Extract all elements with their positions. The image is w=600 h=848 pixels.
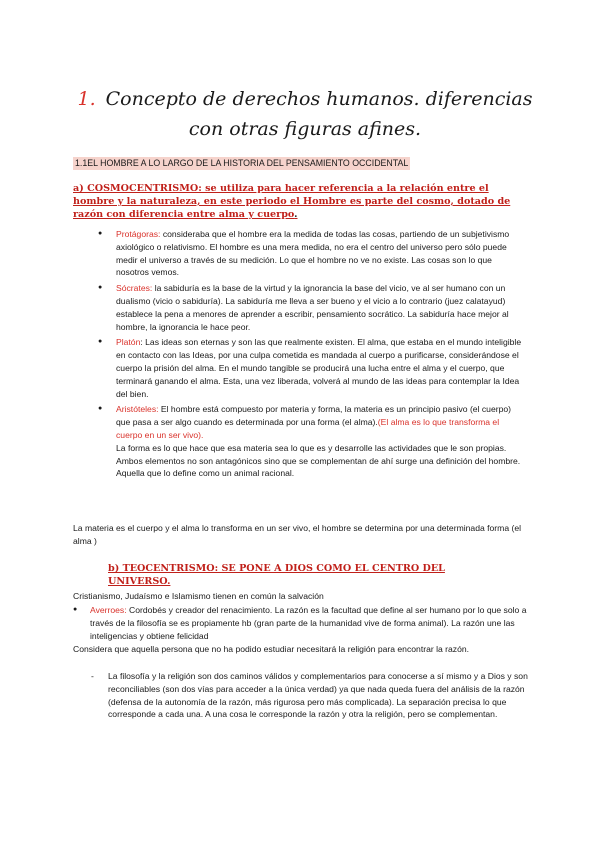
- averroes-list: [90, 604, 530, 642]
- page-title: [70, 84, 540, 144]
- philosopher-name: Platón: [116, 337, 141, 348]
- philosopher-name: Sócrates:: [116, 283, 153, 294]
- list-item: [116, 228, 526, 279]
- philosopher-name: Averroes:: [90, 605, 127, 615]
- section-a-heading-text: a) COSMOCENTRISMO: se utiliza para hacer referencia a la relación entre el hombre y la naturaleza, en este periodo el Hombre es parte del cosmo, dotado de razón con diferencia entre alma y cuerpo: [73, 183, 511, 220]
- philosopher-name: Aristóteles:: [116, 404, 159, 415]
- list-item: [116, 336, 526, 400]
- list-item: [90, 604, 530, 642]
- list-item: [116, 282, 526, 333]
- section-b-heading: b) TEOCENTRISMO: SE PONE A DIOS COMO EL CENTRO DEL UNIVERSO.: [108, 563, 445, 587]
- section-subtitle: 1.1EL HOMBRE A LO LARGO DE LA HISTORIA DEL PENSAMIENTO OCCIDENTAL: [75, 158, 409, 168]
- list-item: - La filosofía y la religión son dos caminos válidos y complementarios para conocerse a sí mismo y a Dios y son reconciliables (son dos vías para acceder a la única verdad) ya que nada queda fuera del análisis de la razón (defensa de la autonomía de la razón, más rigurosa pero más complicada). La separación precisa lo que corresponde a cada una. A una cosa le corresponde la razón y otra la religión, pero se complementan.: [108, 670, 533, 721]
- section-a-heading-end: .: [294, 209, 298, 220]
- dash-list: [108, 670, 533, 721]
- section-a-note: La materia es el cuerpo y el alma lo transforma en un ser vivo, el hombre se determina por una determinada forma (el alma ): [73, 523, 522, 546]
- philosopher-text: la sabiduría es la base de la virtud y la ignorancia la base del vicio, ve al ser humano con un dualismo (vicio o sabiduría). La sabiduría me lleva a ser bueno y el vicio a lo contrario (juez calatayud) establece la pena a menores de aprender a escribir, pensamiento socrático. La sabiduría hace mejor al hombre, la ignorancia le hace peor.: [116, 283, 509, 332]
- religions-text: Cristianismo, Judaísmo e Islamismo tienen en común la salvación: [73, 591, 324, 601]
- list-item: [116, 403, 526, 480]
- title-text: Concepto de derechos humanos. diferencias con otras figuras afines.: [105, 88, 533, 140]
- philosopher-name: Protágoras:: [116, 229, 161, 239]
- philosopher-text: : Las ideas son eternas y son las que realmente existen. El alma, que estaba en el mundo inteligible en contacto con las Ideas, por una culpa cometida es mandada al cuerpo a purificarse, considerándose el cuerpo la prisión del alma. En el mundo tangible se producirá una lucha entre el alma y el cuerpo, que terminará ganando el alma. Esta, una vez liberada, volverá al mundo de las ideas para contemplar la Idea del bien.: [116, 337, 522, 399]
- section-a-heading: [73, 182, 533, 221]
- section-b-note: Considera que aquella persona que no ha podido estudiar necesitará la religión para encontrar la razón.: [73, 644, 470, 654]
- highlight-text: (El alma es lo que transforma el cuerpo en un ser vivo).: [116, 417, 500, 440]
- philosopher-text: Cordobés y creador del renacimiento. La razón es la facultad que define al ser humano por lo que solo a través de la filosofía se es propiamente hb (gran parte de la humanidad vive de forma animal). La razón une las inteligencias y obtiene felicidad: [90, 605, 527, 641]
- title-number: 1.: [77, 88, 96, 110]
- philosopher-text: El hombre está compuesto por materia y forma, la materia es un principio pasivo (el cuerpo) que pasa a ser algo cuando es determinada por una forma (el alma).: [116, 404, 512, 428]
- philosopher-text-extra: La forma es lo que hace que esa materia sea lo que es y desarrolle las actividades que le son propias. Ambos elementos no son antagónicos sino que se complementan de ahí surge una definición del hombre. Aquella que lo define como un animal racional.: [116, 442, 521, 479]
- philosophers-list: [116, 228, 526, 483]
- philosopher-text: consideraba que el hombre era la medida de todas las cosas, partiendo de un subjetivismo axiológico o relativismo. El hombre es una mera medida, no era el centro del universo pero sólo puede medir el universo a través de su medición. Lo que el hombre no ve no existe. Las cosas son lo que nosotros vemos.: [116, 229, 510, 278]
